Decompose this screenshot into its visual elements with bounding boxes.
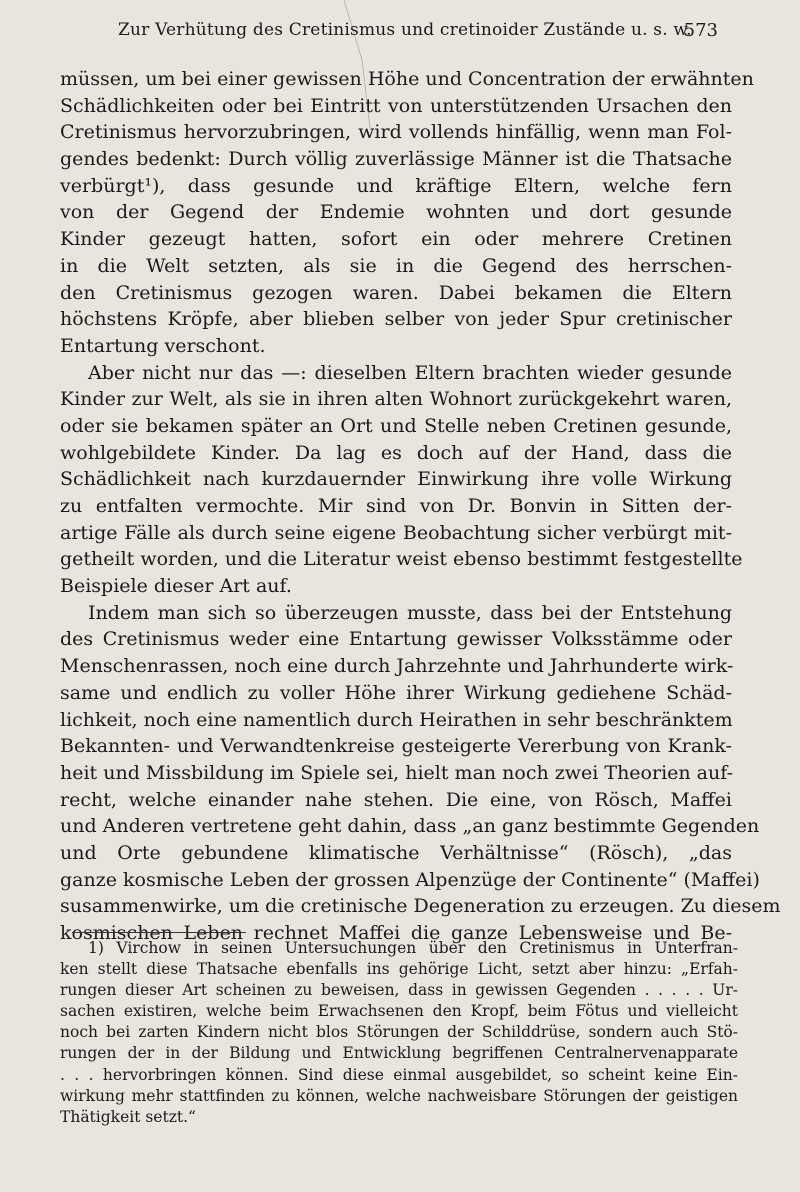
body-line: Beispiele dieser Art auf. [60,575,292,598]
body-line: den Cretinismus gezogen waren. Dabei bekamen die Eltern [60,281,732,304]
body-line: wohlgebildete Kinder. Da lag es doch auf der Hand, dass die [60,441,732,464]
body-text [60,66,781,947]
body-line: Kinder zur Welt, als sie in ihren alten Wohnort zurückgekehrt waren, [60,388,732,411]
body-line: recht, welche einander nahe stehen. Die eine, von Rösch, Maffei [60,788,732,811]
body-line: zu entfalten vermochte. Mir sind von Dr. Bonvin in Sitten der- [60,495,732,517]
body-line: und Anderen vertretene geht dahin, dass „an ganz bestimmte Gegenden [60,815,760,838]
page-header [118,20,718,46]
body-line: Schädlichkeiten oder bei Eintritt von unterstützenden Ursachen den [60,94,732,117]
footnote-line: rungen dieser Art scheinen zu beweisen, dass in gewissen Gegenden . . . . . Ur- [60,981,738,1000]
body-line: Menschenrassen, noch eine durch Jahrzehnte und Jahrhunderte wirk- [60,655,734,678]
body-line: gendes bedenkt: Durch völlig zuverlässige Männer ist die Thatsache [60,148,732,171]
body-line: artige Fälle als durch seine eigene Beobachtung sicher verbürgt mit- [60,521,732,544]
footnote-line: . . . hervorbringen können. Sind diese einmal ausgebildet, so scheint keine Ein- [60,1065,738,1084]
footnote-line: sachen existiren, welche beim Erwachsenen den Kropf, beim Fötus und vielleicht [60,1002,738,1021]
body-line: des Cretinismus weder eine Entartung gewisser Volksstämme oder [60,628,732,651]
body-line: lichkeit, noch eine namentlich durch Heirathen in sehr beschränktem [60,708,733,731]
footnote-line: wirkung mehr stattfinden zu können, welche nachweisbare Störungen der geistigen [60,1086,738,1105]
body-line: same und endlich zu voller Höhe ihrer Wirkung gediehene Schäd- [60,681,732,704]
footnote-line: noch bei zarten Kindern nicht blos Störungen der Schilddrüse, sondern auch Stö- [60,1023,738,1042]
footnote-line: 1) Virchow in seinen Untersuchungen über den Cretinismus in Unterfran- [88,939,738,957]
body-line: kosmischen Leben rechnet Maffei die ganze Lebensweise und Be- [60,922,732,944]
running-head: Zur Verhütung des Cretinismus und cretinoider Zustände u. s. w. [118,20,692,40]
body-line: höchstens Kröpfe, aber blieben selber von jeder Spur cretinischer [60,308,732,331]
body-line: von der Gegend der Endemie wohnten und dort gesunde [60,201,732,224]
body-line: heit und Missbildung im Spiele sei, hielt man noch zwei Theorien auf- [60,761,734,784]
footnote-line: ken stellt diese Thatsache ebenfalls ins gehörige Licht, setzt aber hinzu: „Erfah- [60,960,738,979]
body-line: oder sie bekamen später an Ort und Stelle neben Cretinen gesunde, [60,414,732,437]
body-line: Aber nicht nur das —: dieselben Eltern brachten wieder gesunde [88,361,732,384]
body-line: und Orte gebundene klimatische Verhältnisse“ (Rösch), „das [60,841,732,864]
body-line: in die Welt setzten, als sie in die Gegend des herrschen- [60,254,732,277]
body-line: verbürgt¹), dass gesunde und kräftige Eltern, welche fern [60,174,732,197]
body-line: getheilt worden, und die Literatur weist ebenso bestimmt festgestellte [60,548,743,571]
body-line: susammenwirke, um die cretinische Degeneration zu erzeugen. Zu diesem [60,895,781,918]
body-line: Bekannten- und Verwandtenkreise gesteigerte Vererbung von Krank- [60,735,732,758]
footnote-line: Thätigkeit setzt.“ [60,1107,196,1126]
body-line: Indem man sich so überzeugen musste, dass bei der Entstehung [88,601,732,624]
footnote-line: rungen der in der Bildung und Entwicklung begriffenen Centralnervenapparate [60,1044,738,1063]
footnote-divider [72,932,246,933]
body-line: ganze kosmische Leben der grossen Alpenzüge der Continente“ (Maffei) [60,868,760,891]
footnote [60,938,738,1128]
page-number: 573 [683,20,718,41]
body-line: müssen, um bei einer gewissen Höhe und Concentration der erwähnten [60,68,754,90]
body-line: Kinder gezeugt hatten, sofort ein oder mehrere Cretinen [60,228,732,251]
body-line: Cretinismus hervorzubringen, wird vollends hinfällig, wenn man Fol- [60,121,732,144]
body-line: Entartung verschont. [60,334,266,357]
body-line: Schädlichkeit nach kurzdauernder Einwirkung ihre volle Wirkung [60,468,732,491]
